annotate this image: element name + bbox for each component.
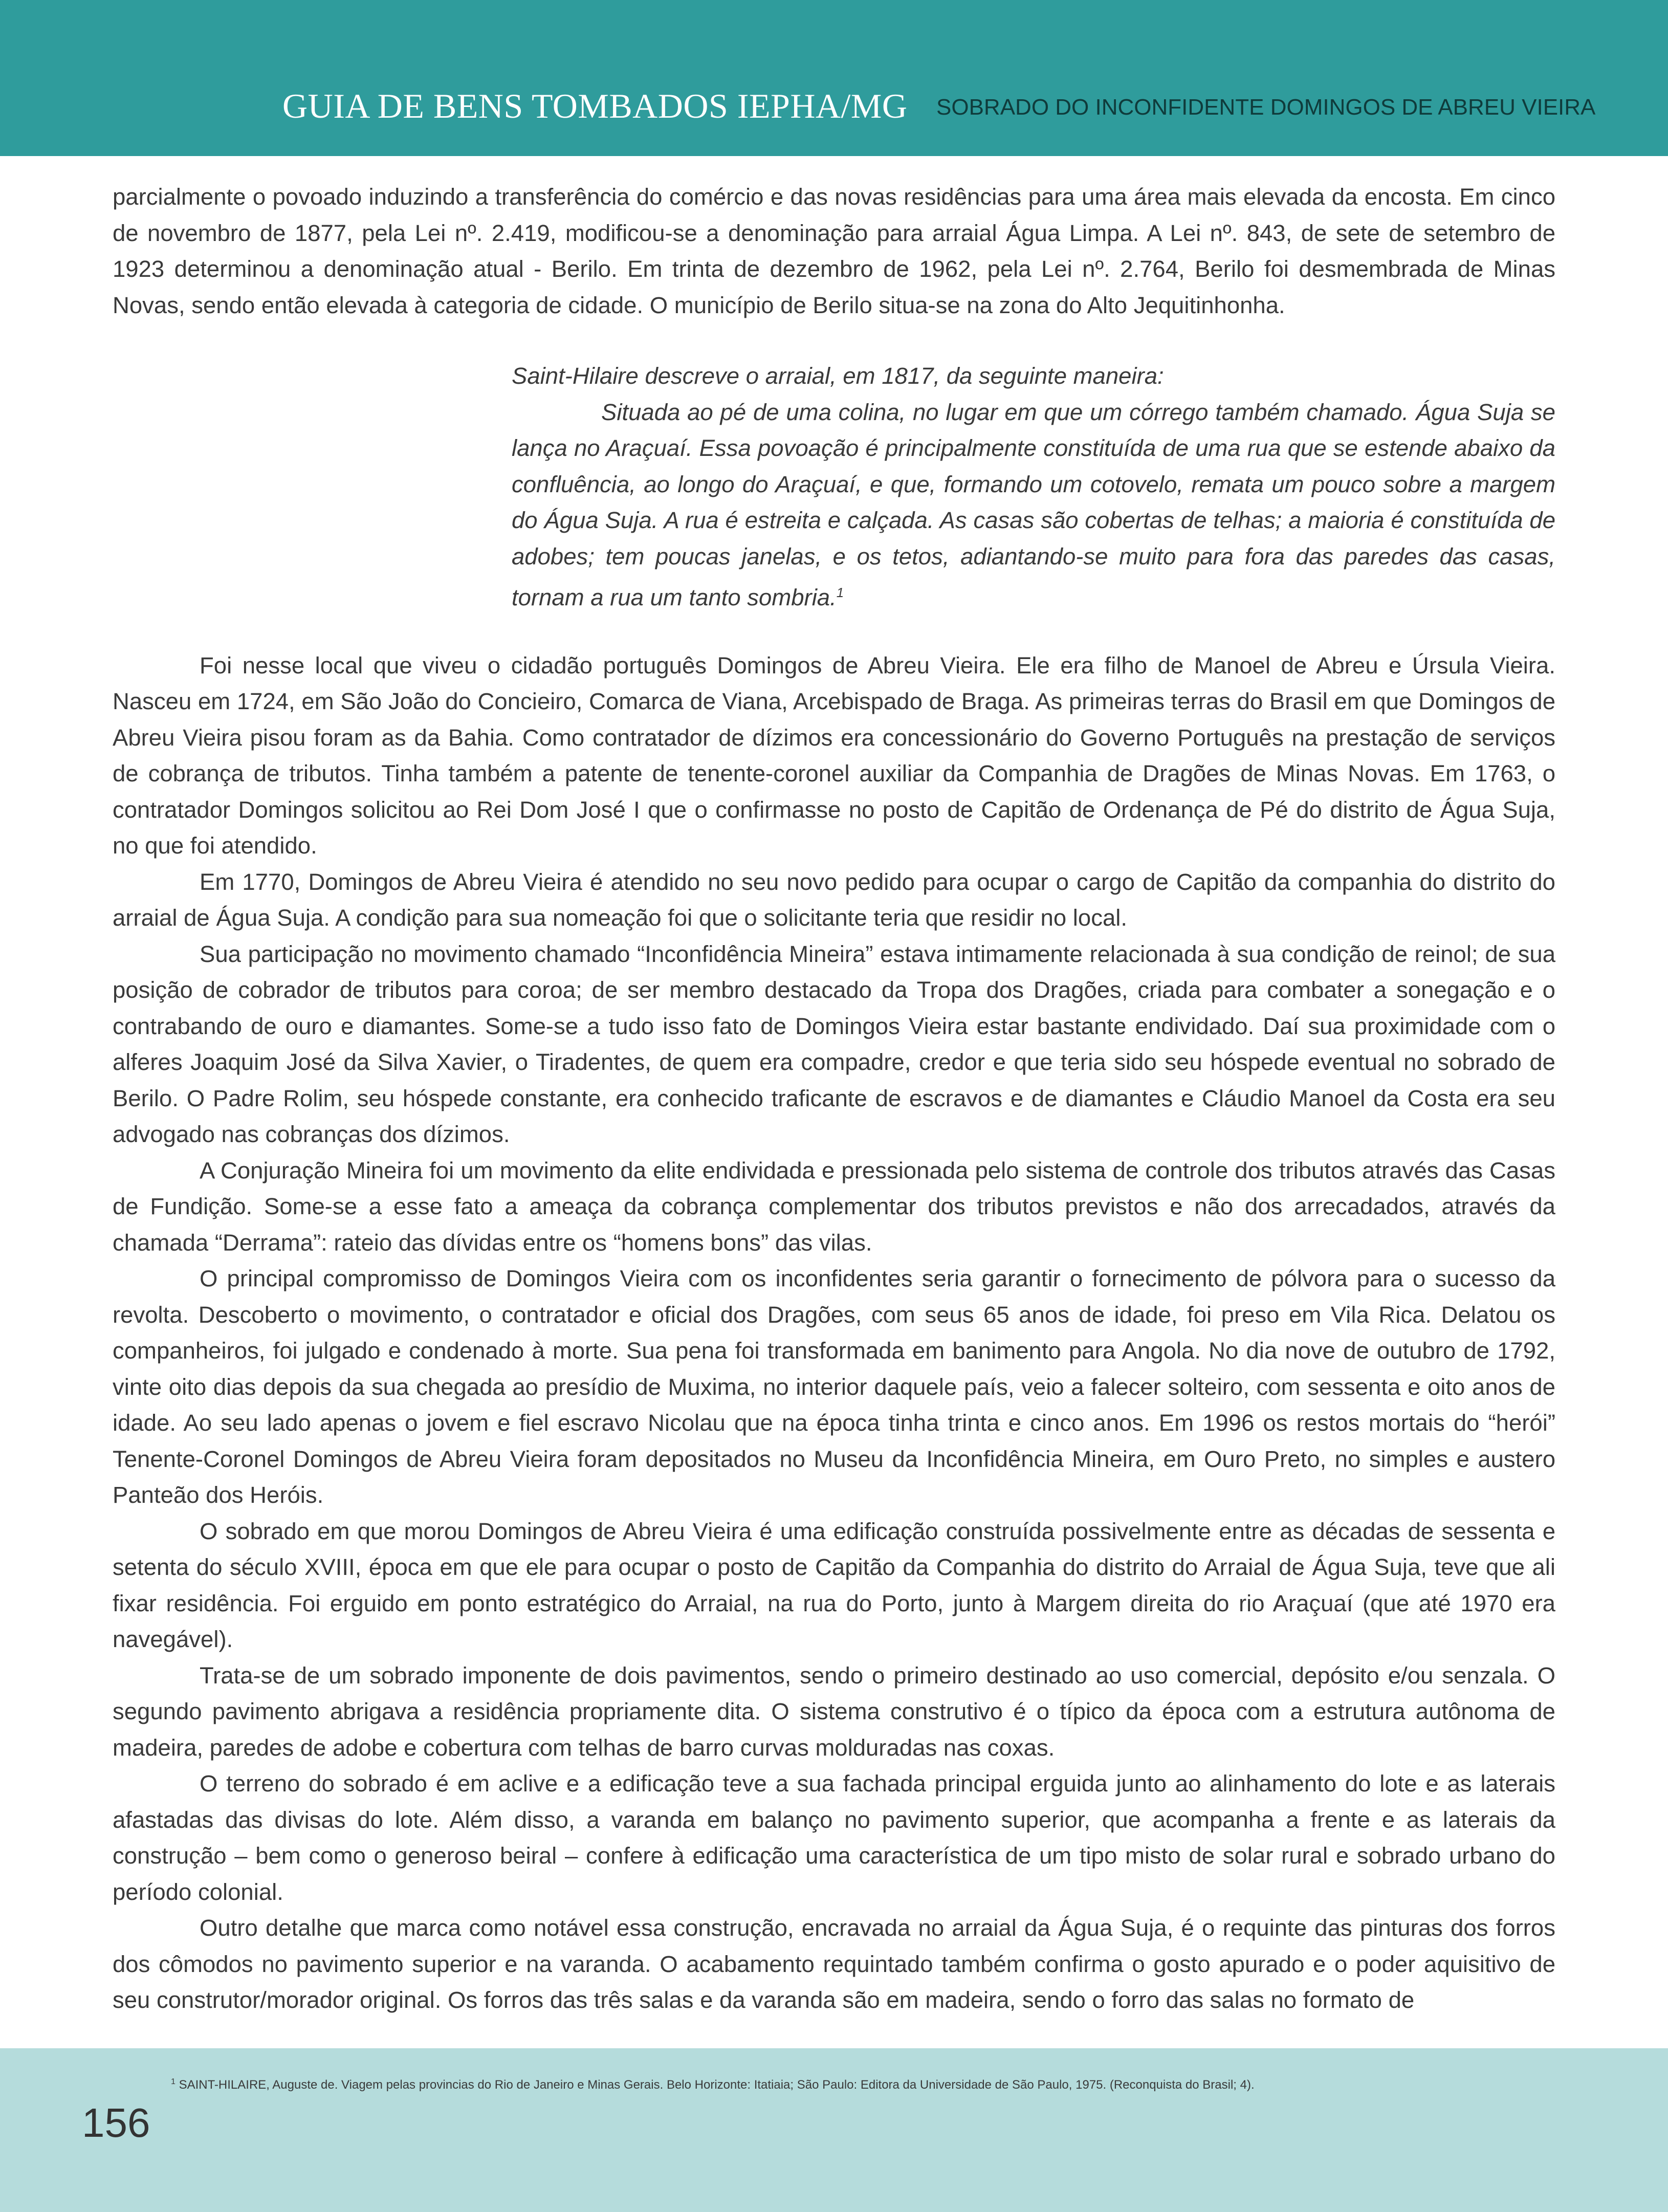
paragraph-9: Outro detalhe que marca como notável essa construção, encravada no arraial da Água Suja, é o requinte das pinturas dos forros dos cômodos no pavimento superior e na varanda. O acabamento requintado também confirma o gosto apurado e o poder aquisitivo de seu construtor/morador original. Os forros das três salas e da varanda são em madeira, sendo o forro das salas no formato de [113, 1915, 1555, 2013]
paragraph-4: A Conjuração Mineira foi um movimento da elite endividada e pressionada pelo sistema de controle dos tributos através das Casas de Fundição. Some-se a esse fato a ameaça da cobrança complementar dos tributos previstos e não dos arrecadados, através da chamada “Derrama”: rateio das dívidas entre os “homens bons” das vilas. [113, 1157, 1555, 1256]
paragraph-5: O principal compromisso de Domingos Vieira com os inconfidentes seria garantir o fornecimento de pólvora para o sucesso da revolta. Descoberto o movimento, o contratador e oficial dos Dragões, com seus 65 anos de idade, foi preso em Vila Rica. Delatou os companheiros, foi julgado e condenado à morte. Sua pena foi transformada em banimento para Angola. No dia nove de outubro de 1792, vinte oito dias depois da sua chegada ao presídio de Muxima, no interior daquele país, veio a falecer solteiro, com sessenta e oito anos de idade. Ao seu lado apenas o jovem e fiel escravo Nicolau que na época tinha trinta e cinco anos. Em 1996 os restos mortais do “herói” Tenente-Coronel Domingos de Abreu Vieira foram depositados no Museu da Inconfidência Mineira, em Ouro Preto, no simples e austero Panteão dos Heróis. [113, 1265, 1555, 1508]
guide-title: GUIA DE BENS TOMBADOS IEPHA/MG [282, 86, 908, 125]
paragraph-7: Trata-se de um sobrado imponente de dois pavimentos, sendo o primeiro destinado ao uso comercial, depósito e/ou senzala. O segundo pavimento abrigava a residência propriamente dita. O sistema construtivo é o típico da época com a estrutura autônoma de madeira, paredes de adobe e cobertura com telhas de barro curvas molduradas nas coxas. [113, 1662, 1555, 1761]
article-body [113, 179, 1555, 2019]
paragraph-1: Foi nesse local que viveu o cidadão português Domingos de Abreu Vieira. Ele era filho de Manoel de Abreu e Úrsula Vieira. Nasceu em 1724, em São João do Concieiro, Comarca de Viana, Arcebispado de Braga. As primeiras terras do Brasil em que Domingos de Abreu Vieira pisou foram as da Bahia. Como contratador de dízimos era concessionário do Governo Português na prestação de serviços de cobrança de tributos. Tinha também a patente de tenente-coronel auxiliar da Companhia de Dragões de Minas Novas. Em 1763, o contratador Domingos solicitou ao Rei Dom José I que o confirmasse no posto de Capitão de Ordenança de Pé do distrito de Água Suja, no que foi atendido. [113, 652, 1555, 859]
footnote [171, 2077, 1255, 2092]
paragraph-3: Sua participação no movimento chamado “Inconfidência Mineira” estava intimamente relacionada à sua condição de reinol; de sua posição de cobrador de tributos para coroa; de ser membro destacado da Tropa dos Dragões, criada para combater a sonegação e o contrabando de ouro e diamantes. Some-se a tudo isso fato de Domingos Vieira estar bastante endividado. Daí sua proximidade com o alferes Joaquim José da Silva Xavier, o Tiradentes, de quem era compadre, credor e que teria sido seu hóspede eventual no sobrado de Berilo. O Padre Rolim, seu hóspede constante, era conhecido traficante de escravos e de diamantes e Cláudio Manoel da Costa era seu advogado nas cobranças dos dízimos. [113, 940, 1555, 1148]
quote-intro: Saint-Hilaire descreve o arraial, em 1817, da seguinte maneira: [512, 363, 1164, 389]
block-quote [512, 358, 1555, 616]
page-header [0, 0, 1668, 156]
quote-text-wrap [512, 395, 1555, 616]
footnote-text: SAINT-HILAIRE, Auguste de. Viagem pelas provincias do Rio de Janeiro e Minas Gerais. Belo Horizonte: Itatiaia; São Paulo: Editora da Universidade de São Paulo, 1975. (Reconquista do Brasil; 4). [175, 2078, 1255, 2092]
paragraph-6: O sobrado em que morou Domingos de Abreu Vieira é uma edificação construída possivelmente entre as décadas de sessenta e setenta do século XVIII, época em que ele para ocupar o posto de Capitão da Companhia do distrito do Arraial de Água Suja, teve que ali fixar residência. Foi erguido em ponto estratégico do Arraial, na rua do Porto, junto à Margem direita do rio Araçuaí (que até 1970 era navegável). [113, 1518, 1555, 1653]
paragraph-2: Em 1770, Domingos de Abreu Vieira é atendido no seu novo pedido para ocupar o cargo de Capitão da companhia do distrito do arraial de Água Suja. A condição para sua nomeação foi que o solicitante teria que residir no local. [113, 868, 1555, 931]
paragraph-intro: parcialmente o povoado induzindo a transferência do comércio e das novas residências para uma área mais elevada da encosta. Em cinco de novembro de 1877, pela Lei nº. 2.419, modificou-se a denominação para arraial Água Limpa. A Lei nº. 843, de sete de setembro de 1923 determinou a denominação atual - Berilo. Em trinta de dezembro de 1962, pela Lei nº. 2.764, Berilo foi desmembrada de Minas Novas, sendo então elevada à categoria de cidade. O município de Berilo situa-se na zona do Alto Jequitinhonha. [113, 184, 1555, 318]
paragraph-8: O terreno do sobrado é em aclive e a edificação teve a sua fachada principal erguida junto ao alinhamento do lote e as laterais afastadas das divisas do lote. Além disso, a varanda em balanço no pavimento superior, que acompanha a frente e as laterais da construção – bem como o generoso beiral – confere à edificação uma característica de um tipo misto de solar rural e sobrado urbano do período colonial. [113, 1770, 1555, 1905]
monument-subtitle: SOBRADO DO INCONFIDENTE DOMINGOS DE ABREU VIEIRA [936, 95, 1596, 120]
footnote-ref: 1 [836, 585, 844, 600]
page-footer [0, 2048, 1668, 2212]
quote-text: Situada ao pé de uma colina, no lugar em que um córrego também chamado. Água Suja se lança no Araçuaí. Essa povoação é principalmente constituída de uma rua que se estende abaixo da confluência, ao longo do Araçuaí, e que, formando um cotovelo, remata um pouco sobre a margem do Água Suja. A rua é estreita e calçada. As casas são cobertas de telhas; a maioria é constituída de adobes; tem poucas janelas, e os tetos, adiantando-se muito para fora das paredes das casas, tornam a rua um tanto sombria. [512, 399, 1555, 611]
page-number: 156 [82, 2100, 150, 2145]
footnote-number: 1 [171, 2077, 175, 2086]
